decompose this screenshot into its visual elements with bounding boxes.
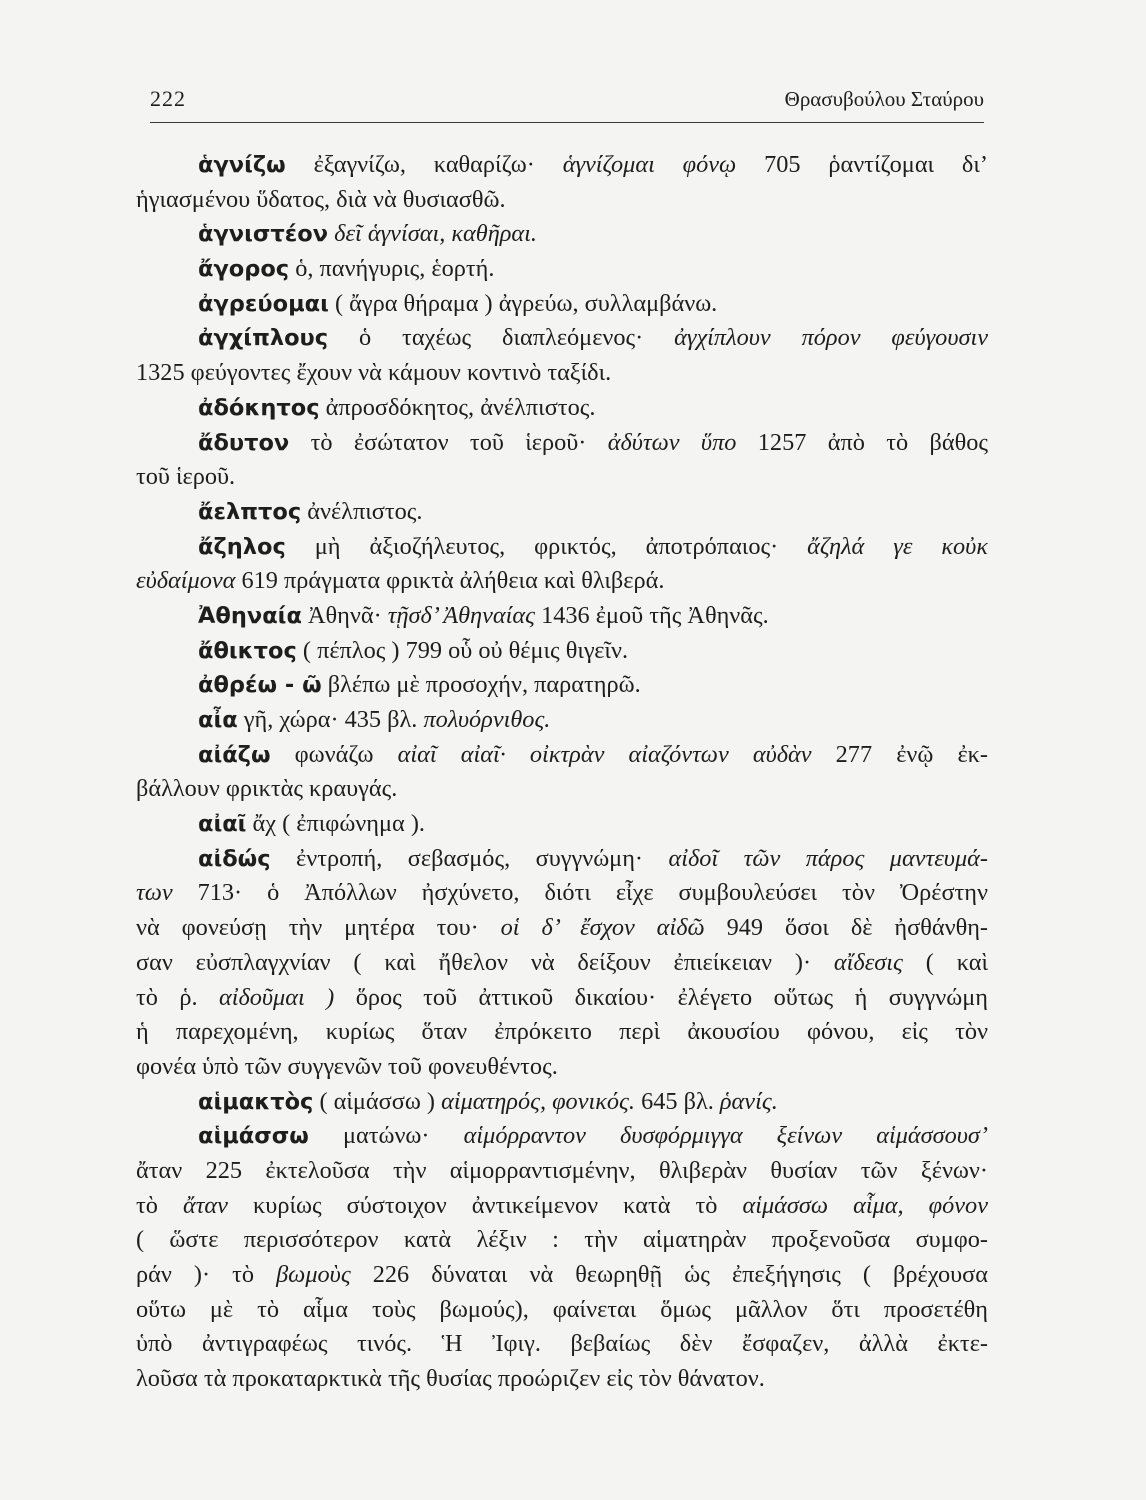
glossary-body (136, 148, 988, 1397)
entry-line (158, 217, 988, 252)
entry-quote: αἰδοῦμαι ) (218, 983, 335, 1011)
page-header (150, 86, 984, 112)
entry-line (158, 321, 988, 356)
entry-headword: ἄδυτον (198, 429, 290, 456)
page-number: 222 (150, 86, 186, 111)
entry-line (136, 911, 988, 946)
header-rule (150, 122, 984, 123)
entry-headword: ἄγορος (198, 256, 290, 283)
entry-headword: αἰδώς (198, 845, 271, 872)
entry-text: ἡ παρεχομένη, κυρίως ὅταν ἐπρόκειτο περὶ ἀκουσίου φόνου, εἰς τὸν (136, 1018, 988, 1046)
entry-headword: ἀδόκητος (198, 394, 320, 421)
entry-line (136, 1189, 988, 1224)
entry-quote: ἁγνίζομαι φόνῳ (562, 151, 737, 178)
entry-quote: αἰδοῖ τῶν πάρος μαντευμά- (668, 844, 988, 872)
entry-text: βάλλουν φρικτὰς κραυγάς. (136, 775, 398, 803)
entry-text: ἀπροσδόκητος, ἀνέλπιστος. (325, 393, 596, 421)
entry-line (158, 668, 988, 703)
entry-line (158, 391, 988, 426)
entry-headword: αἰάζω (198, 741, 271, 768)
entry-text: τὸ ῥ. (136, 983, 198, 1011)
entry-text: ὁ, πανήγυρις, ἑορτή. (295, 255, 495, 283)
entry-text: 226 δύναται νὰ θεωρηθῇ ὡς ἐπεξήγησις ( βρέχουσα (372, 1261, 988, 1288)
entry-quote: αἰαῖ αἰαῖ· οἰκτρὰν αἰαζόντων αὐδὰν (397, 740, 812, 768)
entry-quote: των (136, 879, 173, 907)
entry-line (136, 1327, 988, 1362)
entry-line (136, 772, 988, 807)
entry-line (158, 599, 988, 634)
entry-text: 619 πράγματα φρικτὰ ἀλήθεια καὶ θλιβερά. (241, 567, 665, 595)
entry-quote: βωμοὺς (276, 1261, 351, 1288)
entry-line (136, 1293, 988, 1328)
entry-headword: ἄθικτος (198, 637, 297, 664)
entry-text: ὅρος τοῦ ἀττικοῦ δικαίου· ἐλέγετο οὕτως ἡ συγγνώμη (355, 983, 988, 1011)
entry-text: τὸ ἐσώτατον τοῦ ἱεροῦ· (310, 428, 587, 456)
entry-quote: αἱμόρραντον δυσφόρμιγγα ξείνων αἱμάσσουσ’ (463, 1122, 988, 1150)
entry-headword: αἱμακτὸς (198, 1088, 314, 1115)
entry-text: γῆ, χώρα· 435 βλ. (243, 706, 418, 733)
entry-text: 645 βλ. (641, 1087, 714, 1115)
entry-text: ( πέπλος ) 799 οὗ οὐ θέμις θιγεῖν. (302, 636, 629, 664)
entry-text: Ἀθηνᾶ· (307, 601, 382, 629)
entry-line (136, 946, 988, 981)
entry-text: τὸ (136, 1191, 158, 1219)
entry-text: ἐξαγνίζω, καθαρίζω· (313, 151, 535, 178)
entry-quote: αἴδεσις (833, 948, 903, 976)
entry-line (136, 1223, 988, 1258)
entry-text: ἀνέλπιστος. (307, 497, 423, 525)
entry-text: σαν εὐσπλαγχνίαν ( καὶ ἤθελον νὰ δείξουν ἐπιείκειαν )· (136, 948, 812, 976)
entry-line (136, 356, 988, 391)
entry-line (158, 634, 988, 669)
entry-quote: ἄταν (182, 1191, 228, 1219)
entry-text: βλέπω μὲ προσοχήν, παρατηρῶ. (327, 671, 641, 699)
entry-text: ἄταν 225 ἐκτελοῦσα τὴν αἱμορραντισμένην, θλιβερὰν θυσίαν τῶν ξένων· (136, 1156, 988, 1184)
entry-text: οὕτω μὲ τὸ αἷμα τοὺς βωμούς), φαίνεται ὅμως μᾶλλον ὅτι προσετέθη (136, 1295, 988, 1323)
entry-line (158, 738, 988, 773)
entry-text: ἀγρεύω, συλλαμβάνω. (498, 289, 718, 317)
entry-text: 949 ὅσοι δὲ ἠσθάνθη- (726, 914, 988, 942)
entry-text: 1257 ἀπὸ τὸ βάθος (757, 428, 988, 456)
entry-headword: ἄελπτος (198, 498, 302, 525)
entry-line (158, 1119, 988, 1154)
entry-line (136, 1050, 988, 1085)
entry-line (136, 1015, 988, 1050)
entry-line (136, 460, 988, 495)
entry-quote: ἄζηλά γε κοὐκ (807, 532, 988, 560)
entry-text: ἡγιασμένου ὕδατος, διὰ νὰ θυσιασθῶ. (136, 185, 506, 213)
entry-text: ( αἱμάσσω ) (319, 1087, 436, 1115)
entry-headword: αἱμάσσω (198, 1123, 309, 1150)
entry-line (158, 495, 988, 530)
entry-text: φωνάζω (294, 740, 374, 768)
entry-quote: τῇσδ’ Ἀθηναίας (387, 601, 535, 629)
entry-headword: ἁγνίζω (198, 152, 286, 178)
entry-headword: Ἀθηναία (198, 602, 302, 629)
entry-text: 713· ὁ Ἀπόλλων ἠσχύνετο, διότι εἶχε συμβουλεύσει τὸν Ὀρέστην (197, 879, 988, 907)
entry-quote: πολυόρνιθος. (423, 706, 551, 733)
entry-text: τοῦ ἱεροῦ. (136, 463, 236, 491)
entry-quote: οἱ δ’ ἔσχον αἰδῶ (500, 914, 705, 942)
entry-headword: αἰαῖ (198, 811, 247, 838)
entry-headword: ἀγχίπλους (198, 325, 329, 352)
entry-line (136, 1154, 988, 1189)
entry-quote: ῥανίς. (719, 1087, 778, 1115)
entry-text: λοῦσα τὰ προκαταρκτικὰ τῆς θυσίας προώριζεν εἰς τὸν θάνατον. (136, 1365, 765, 1393)
entry-text: 1436 ἐμοῦ τῆς Ἀθηνᾶς. (541, 601, 769, 629)
entry-text: ( ὥστε περισσότερον κατὰ λέξιν : τὴν αἱματηρὰν προξενοῦσα συμφο- (136, 1226, 988, 1254)
entry-line (158, 426, 988, 461)
entry-line (158, 148, 988, 183)
entry-line (136, 183, 988, 218)
entry-text: ὁ ταχέως διαπλεόμενος· (359, 324, 644, 352)
entry-line (158, 287, 988, 322)
entry-text: ἐντροπή, σεβασμός, συγγνώμη· (296, 844, 644, 872)
entry-line (136, 876, 988, 911)
entry-text: μὴ ἀξιοζήλευτος, φρικτός, ἀποτρόπαιος· (314, 532, 779, 560)
entry-text: 705 ῥαντίζομαι δι’ (764, 151, 988, 178)
entry-quote: ἀδύτων ὕπο (607, 428, 737, 456)
entry-quote: εὐδαίμονα (136, 567, 236, 595)
entry-text: ἄχ ( ἐπιφώνημα ). (252, 810, 425, 838)
entry-text: νὰ φονεύσῃ τὴν μητέρα του· (136, 914, 479, 942)
entry-line (158, 703, 988, 738)
entry-quote: αἱματηρός, φονικός. (441, 1087, 635, 1115)
entry-quote: αἱμάσσω αἷμα, φόνον (742, 1191, 988, 1219)
entry-headword: ἄζηλος (198, 533, 286, 560)
entry-line (158, 842, 988, 877)
entry-text: 1325 φεύγοντες ἔχουν νὰ κάμουν κοντινὸ ταξίδι. (136, 359, 612, 387)
entry-headword: αἶα (198, 707, 238, 733)
entry-text: 277 ἐνῷ ἐκ- (835, 740, 988, 768)
entry-text: ( καὶ (925, 948, 988, 976)
entry-text: ὑπὸ ἀντιγραφέως τινός. Ἡ Ἰφιγ. βεβαίως δὲν ἔσφαζεν, ἀλλὰ ἐκτε- (136, 1330, 988, 1358)
entry-line (158, 252, 988, 287)
entry-headword: ἀγρεύομαι (198, 290, 329, 317)
entry-quote: ἀγχίπλουν πόρον φεύγουσιν (674, 324, 988, 352)
entry-headword: ἁγνιστέον (198, 221, 329, 248)
entry-quote: δεῖ ἁγνίσαι, καθῆραι. (334, 220, 537, 248)
entry-text: ματώνω· (342, 1122, 430, 1150)
entry-line (136, 1362, 988, 1397)
entry-line (136, 981, 988, 1016)
entry-line (158, 1085, 988, 1120)
entry-text: ράν )· τὸ (136, 1261, 255, 1288)
entry-text: ( ἄγρα θήραμα ) (334, 289, 493, 317)
entry-text: κυρίως σύστοιχον ἀντικείμενον κατὰ τὸ (253, 1191, 718, 1219)
entry-line (136, 1258, 988, 1293)
entry-line (158, 807, 988, 842)
entry-line (136, 564, 988, 599)
entry-headword: ἀθρέω - ῶ (198, 672, 322, 699)
running-title: Θρασυβούλου Σταύρου (784, 87, 984, 111)
entry-line (158, 530, 988, 565)
entry-text: φονέα ὑπὸ τῶν συγγενῶν τοῦ φονευθέντος. (136, 1052, 558, 1080)
